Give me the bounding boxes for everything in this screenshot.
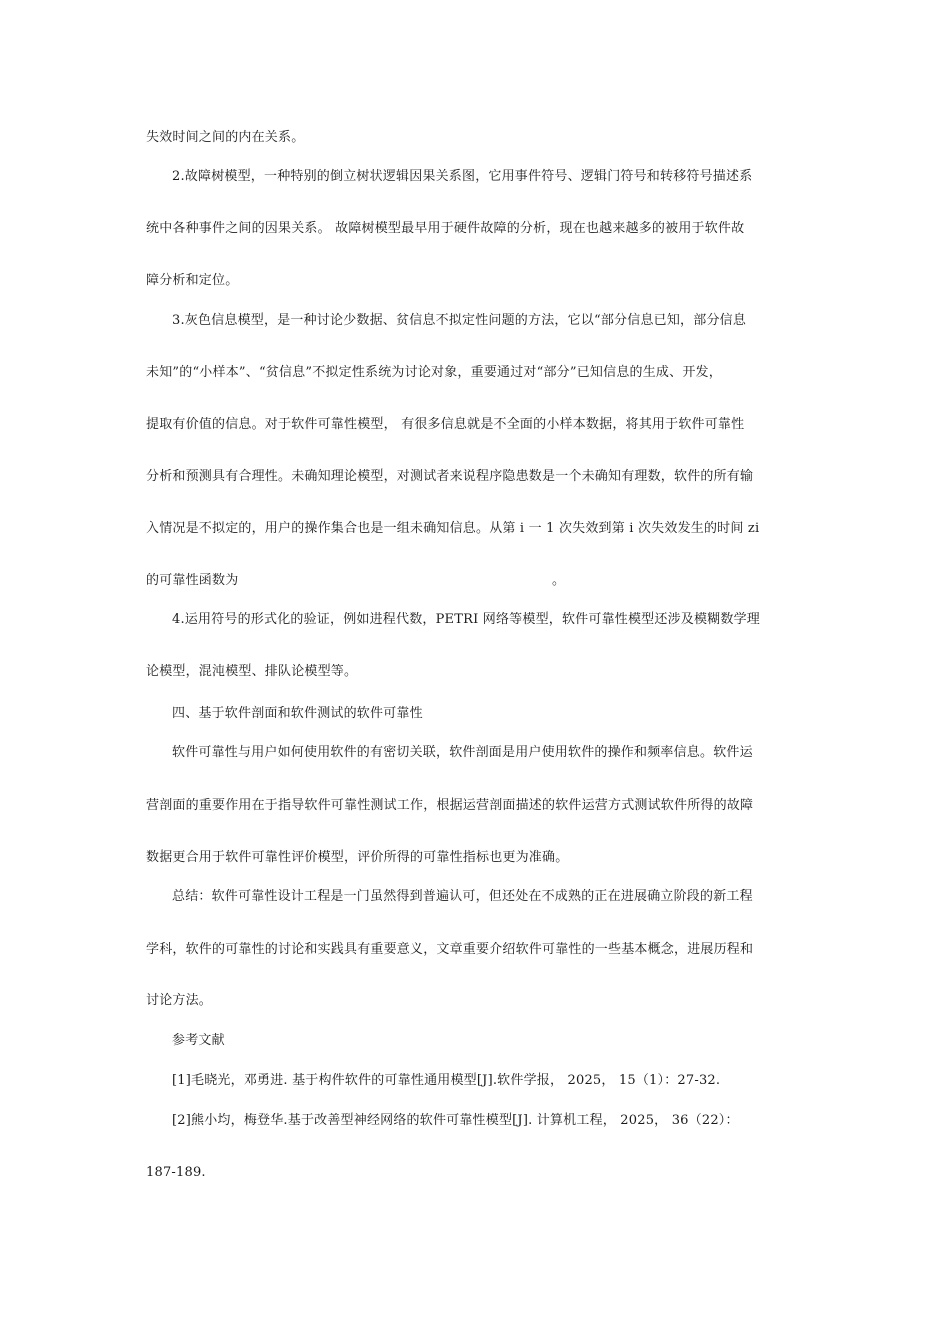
paragraph-line: 2.故障树模型，一种特别的倒立树状逻辑因果关系图，它用事件符号、逻辑门符号和转移符号描述系 xyxy=(172,169,753,184)
formula-end-period: 。 xyxy=(552,573,566,588)
paragraph-line: 障分析和定位。 xyxy=(146,273,239,288)
paragraph-line: 的可靠性函数为 xyxy=(146,573,239,588)
paragraph-line: 入情况是不拟定的，用户的操作集合也是一组未确知信息。从第 i 一 1 次失效到第 i 次失效发生的时间 zi xyxy=(146,521,760,536)
paragraph-line: 学科，软件的可靠性的讨论和实践具有重要意义，文章重要介绍软件可靠性的一些基本概念，进展历程和 xyxy=(146,942,754,957)
paragraph-line: 数据更合用于软件可靠性评价模型，评价所得的可靠性指标也更为准确。 xyxy=(146,850,569,865)
references-heading: 参考文献 xyxy=(172,1033,225,1048)
paragraph-line: 未知”的“小样本”、“贫信息”不拟定性系统为讨论对象，重要通过对“部分”已知信息的生成、开发， xyxy=(146,365,722,380)
paragraph-line: 软件可靠性与用户如何使用软件的有密切关联，软件剖面是用户使用软件的操作和频率信息。软件运 xyxy=(172,745,753,760)
reference-text: [2]熊小均，梅登华.基于改善型神经网络的软件可靠性模型[J]. 计算机工程， 2025， 36（22）： xyxy=(172,1113,739,1128)
paragraph-line: 总结：软件可靠性设计工程是一门虽然得到普遍认可，但还处在不成熟的正在进展确立阶段的新工程 xyxy=(172,889,753,904)
reference-text: [1]毛晓光，邓勇进. 基于构件软件的可靠性通用模型[J].软件学报， 2025， 15（1）：27-32. xyxy=(172,1073,721,1088)
paragraph-line: 论模型，混沌模型、排队论模型等。 xyxy=(146,664,358,679)
paragraph-line: 提取有价值的信息。对于软件可靠性模型， 有很多信息就是不全面的小样本数据，将其用于软件可靠性 xyxy=(146,417,745,432)
paragraph-line: 失效时间之间的内在关系。 xyxy=(146,130,305,145)
paragraph-line: 讨论方法。 xyxy=(146,993,213,1008)
paragraph-line: 4.运用符号的形式化的验证，例如进程代数，PETRI 网络等模型，软件可靠性模型还涉及模糊数学理 xyxy=(172,612,760,627)
paragraph-line: 分析和预测具有合理性。未确知理论模型，对测试者来说程序隐患数是一个未确知有理数，软件的所有输 xyxy=(146,469,754,484)
reference-item xyxy=(172,1112,739,1130)
reference-continuation: 187-189. xyxy=(146,1165,206,1180)
section-heading: 四、基于软件剖面和软件测试的软件可靠性 xyxy=(172,706,423,721)
paragraph-line: 统中各种事件之间的因果关系。 故障树模型最早用于硬件故障的分析，现在也越来越多的被用于软件故 xyxy=(146,221,745,236)
reference-item xyxy=(172,1072,720,1090)
paragraph-line: 营剖面的重要作用在于指导软件可靠性测试工作，根据运营剖面描述的软件运营方式测试软件所得的故障 xyxy=(146,798,754,813)
paragraph-line: 3.灰色信息模型，是一种讨论少数据、贫信息不拟定性问题的方法，它以“部分信息已知，部分信息 xyxy=(172,313,747,328)
